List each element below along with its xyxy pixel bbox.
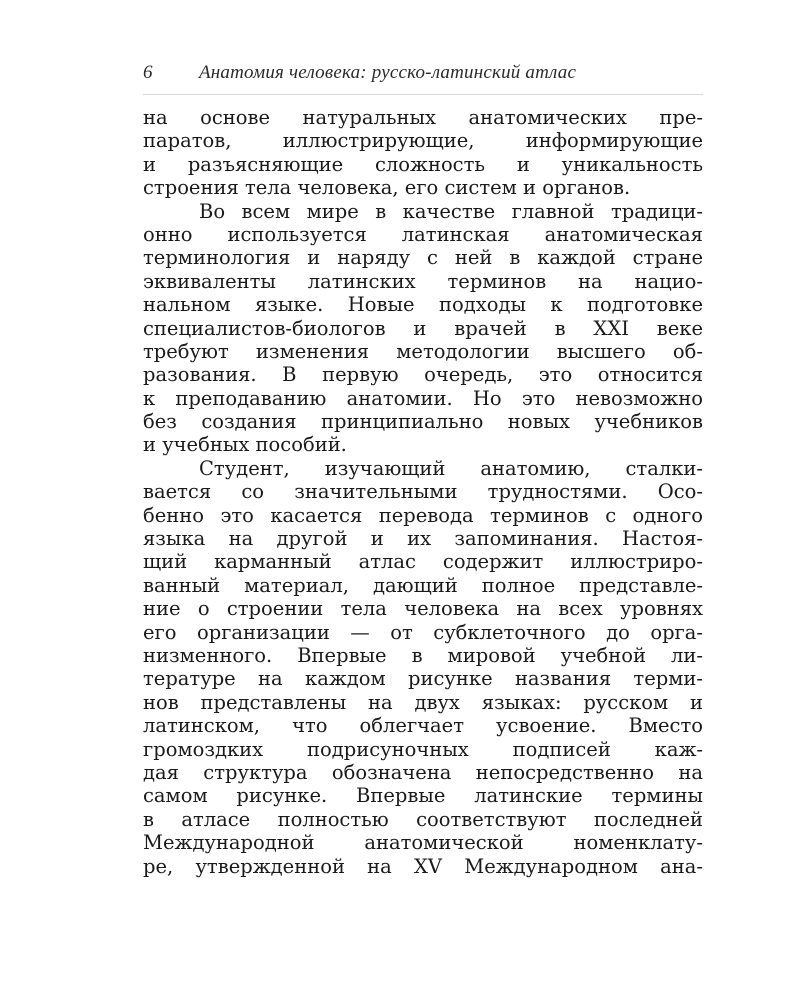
paragraph [143,200,703,457]
text-line: низменного. Впервые в мировой учебной ли- [143,643,703,667]
text-line: эквиваленты латинских терминов на нацио- [143,269,703,293]
text-line: без создания принципиально новых учебников [143,410,703,434]
text-line: к преподаванию анатомии. Но это невозможно [143,386,703,410]
paragraph [143,106,703,200]
page-number: 6 [143,62,153,83]
running-header [143,62,703,95]
text-line: дая структура обозначена непосредственно на [143,760,703,784]
text-line: громоздких подрисуночных подписей каж- [143,737,703,761]
paragraph [143,457,703,878]
text-line: терминология и наряду с ней в каждой стране [143,246,703,270]
running-title: Анатомия человека: русско-латинский атлас [199,62,577,83]
text-line: самом рисунке. Впервые латинские термины [143,784,703,808]
text-line: и учебных пособий. [143,433,347,457]
text-line: строения тела человека, его систем и органов. [143,176,631,200]
body-text [143,106,703,878]
book-page [143,62,703,962]
text-line: Международной анатомической номенклату- [143,831,703,855]
text-line: щий карманный атлас содержит иллюстриро- [143,550,703,574]
text-line: нов представлены на двух языках: русском и [143,690,703,714]
text-line: разования. В первую очередь, это относится [143,363,703,387]
text-line: требуют изменения методологии высшего об- [143,339,703,363]
text-line: Студент, изучающий анатомию, сталки- [199,456,703,480]
text-line: Во всем мире в качестве главной традици- [199,199,703,223]
text-line: онно используется латинская анатомическая [143,222,703,246]
text-line: нальном языке. Новые подходы к подготовке [143,293,703,317]
text-line: бенно это касается перевода терминов с одного [143,503,703,527]
text-line: ванный материал, дающий полное представле- [143,573,703,597]
text-line: специалистов-биологов и врачей в XXI веке [143,316,703,340]
text-line: ре, утвержденной на XV Международном ана- [143,854,703,878]
text-line: и разъясняющие сложность и уникальность [143,152,703,176]
text-line: языка на другой и их запоминания. Настоя- [143,527,703,551]
text-line: тературе на каждом рисунке названия терми- [143,667,703,691]
text-line: вается со значительными трудностями. Осо- [143,480,703,504]
text-line: в атласе полностью соответствуют последней [143,807,703,831]
text-line: ние о строении тела человека на всех уровнях [143,597,703,621]
text-line: его организации — от субклеточного до орга- [143,620,703,644]
text-line: латинском, что облегчает усвоение. Вместо [143,714,703,738]
text-line: на основе натуральных анатомических пре- [143,106,703,129]
text-line: паратов, иллюстрирующие, информирующие [143,129,703,153]
